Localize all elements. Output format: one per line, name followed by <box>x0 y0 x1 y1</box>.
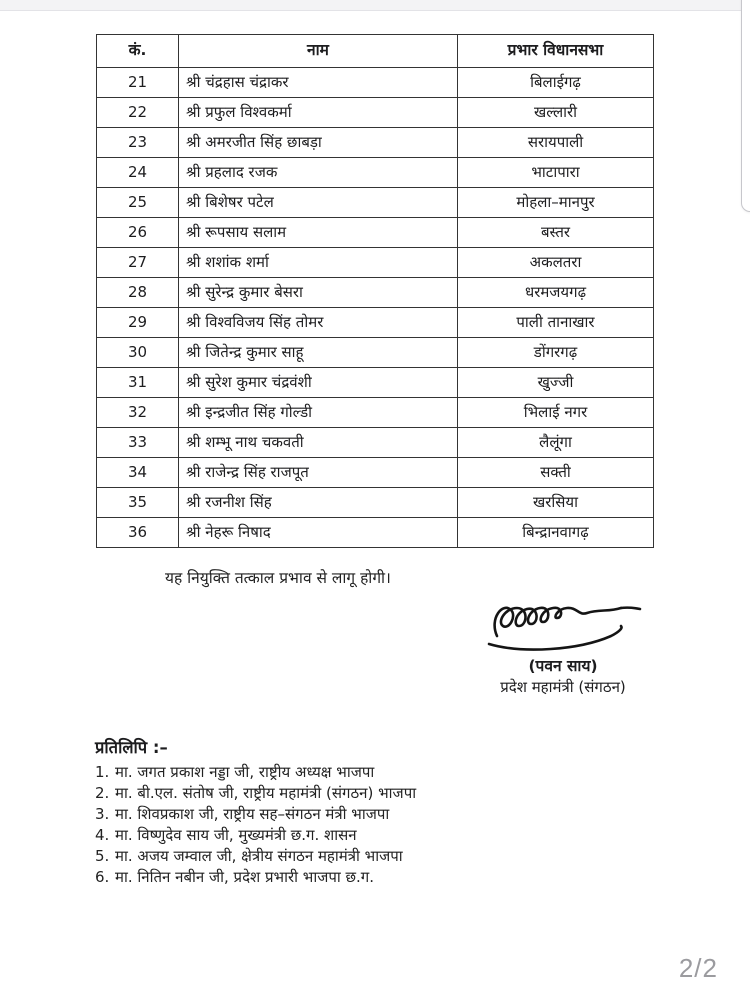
copy-list-item <box>95 825 575 846</box>
table-row <box>97 488 654 518</box>
cell-constituency: डोंगरगढ़ <box>458 338 654 368</box>
table-row <box>97 458 654 488</box>
cell-constituency: खुज्जी <box>458 368 654 398</box>
cell-constituency: सक्ती <box>458 458 654 488</box>
cell-name: श्री रजनीश सिंह <box>179 488 458 518</box>
cell-constituency: सरायपाली <box>458 128 654 158</box>
table-row <box>97 188 654 218</box>
cell-constituency: मोहला–मानपुर <box>458 188 654 218</box>
cell-no: 30 <box>97 338 179 368</box>
copy-list-item <box>95 762 575 783</box>
cell-constituency: लैलूंगा <box>458 428 654 458</box>
cell-no: 21 <box>97 68 179 98</box>
copy-list-item <box>95 804 575 825</box>
cell-no: 26 <box>97 218 179 248</box>
cell-constituency: खल्लारी <box>458 98 654 128</box>
copy-item-number: 5. <box>95 847 110 865</box>
table-row <box>97 158 654 188</box>
copy-item-number: 1. <box>95 763 110 781</box>
cell-name: श्री रूपसाय सलाम <box>179 218 458 248</box>
cell-constituency: खरसिया <box>458 488 654 518</box>
copy-list-item <box>95 867 575 888</box>
cell-name: श्री प्रहलाद रजक <box>179 158 458 188</box>
copy-list-item <box>95 846 575 867</box>
table-row <box>97 128 654 158</box>
cell-name: श्री शम्भू नाथ चकवती <box>179 428 458 458</box>
cell-no: 35 <box>97 488 179 518</box>
signatory-name: (पवन साय) <box>528 657 598 675</box>
table-row <box>97 308 654 338</box>
table-row <box>97 278 654 308</box>
appointments-table <box>96 34 654 548</box>
cell-constituency: अकलतरा <box>458 248 654 278</box>
cell-no: 22 <box>97 98 179 128</box>
cell-name: श्री शशांक शर्मा <box>179 248 458 278</box>
cell-name: श्री सुरेन्द्र कुमार बेसरा <box>179 278 458 308</box>
copy-item-number: 4. <box>95 826 110 844</box>
top-divider <box>0 0 750 11</box>
table-row <box>97 428 654 458</box>
copy-item-number: 2. <box>95 784 110 802</box>
cell-constituency: भिलाई नगर <box>458 398 654 428</box>
copy-item-text: मा. शिवप्रकाश जी, राष्ट्रीय सह–संगठन मंत्री भाजपा <box>115 805 390 823</box>
cell-no: 23 <box>97 128 179 158</box>
table-header-row <box>97 35 654 68</box>
cell-constituency: बिलाईगढ़ <box>458 68 654 98</box>
cell-constituency: भाटापारा <box>458 158 654 188</box>
page-indicator: 2/2 <box>678 953 718 983</box>
cell-no: 32 <box>97 398 179 428</box>
table-row <box>97 518 654 548</box>
cell-constituency: पाली तानाखार <box>458 308 654 338</box>
cell-no: 31 <box>97 368 179 398</box>
table-row <box>97 338 654 368</box>
cell-name: श्री विश्वविजय सिंह तोमर <box>179 308 458 338</box>
cell-no: 33 <box>97 428 179 458</box>
cell-name: श्री सुरेश कुमार चंद्रवंशी <box>179 368 458 398</box>
signatory-title: प्रदेश महामंत्री (संगठन) <box>500 678 626 696</box>
table-row <box>97 398 654 428</box>
effective-note: यह नियुक्ति तत्काल प्रभाव से लागू होगी। <box>165 569 391 587</box>
cell-name: श्री इन्द्रजीत सिंह गोल्डी <box>179 398 458 428</box>
copy-item-text: मा. बी.एल. संतोष जी, राष्ट्रीय महामंत्री (संगठन) भाजपा <box>115 784 417 802</box>
table-row <box>97 248 654 278</box>
cell-name: श्री नेहरू निषाद <box>179 518 458 548</box>
cell-name: श्री बिशेषर पटेल <box>179 188 458 218</box>
cell-name: श्री प्रफुल विश्वकर्मा <box>179 98 458 128</box>
cell-name: श्री चंद्रहास चंद्राकर <box>179 68 458 98</box>
table-row <box>97 368 654 398</box>
signature <box>483 596 643 654</box>
copy-item-text: मा. नितिन नबीन जी, प्रदेश प्रभारी भाजपा छ.ग. <box>115 868 375 886</box>
cell-no: 36 <box>97 518 179 548</box>
cell-no: 28 <box>97 278 179 308</box>
cell-name: श्री राजेन्द्र सिंह राजपूत <box>179 458 458 488</box>
cell-no: 34 <box>97 458 179 488</box>
copies-section <box>95 735 575 888</box>
cell-no: 25 <box>97 188 179 218</box>
cell-constituency: बस्तर <box>458 218 654 248</box>
cell-name: श्री अमरजीत सिंह छाबड़ा <box>179 128 458 158</box>
copy-item-text: मा. विष्णुदेव साय जी, मुख्यमंत्री छ.ग. शासन <box>115 826 357 844</box>
table-row <box>97 218 654 248</box>
column-header-name: नाम <box>179 35 458 68</box>
cell-no: 24 <box>97 158 179 188</box>
cell-constituency: बिन्द्रानवागढ़ <box>458 518 654 548</box>
copy-item-number: 6. <box>95 868 110 886</box>
table-row <box>97 68 654 98</box>
scrollbar-thumb[interactable] <box>741 0 750 212</box>
column-header-no: कं. <box>97 35 179 68</box>
cell-constituency: धरमजयगढ़ <box>458 278 654 308</box>
cell-no: 27 <box>97 248 179 278</box>
cell-name: श्री जितेन्द्र कुमार साहू <box>179 338 458 368</box>
copy-item-number: 3. <box>95 805 110 823</box>
signature-block <box>470 596 656 697</box>
copy-item-text: मा. जगत प्रकाश नड्डा जी, राष्ट्रीय अध्यक्ष भाजपा <box>115 763 375 781</box>
copy-list-item <box>95 783 575 804</box>
copy-item-text: मा. अजय जम्वाल जी, क्षेत्रीय संगठन महामंत्री भाजपा <box>115 847 403 865</box>
copies-heading: प्रतिलिपि :– <box>95 738 168 757</box>
column-header-constituency: प्रभार विधानसभा <box>458 35 654 68</box>
table-row <box>97 98 654 128</box>
cell-no: 29 <box>97 308 179 338</box>
